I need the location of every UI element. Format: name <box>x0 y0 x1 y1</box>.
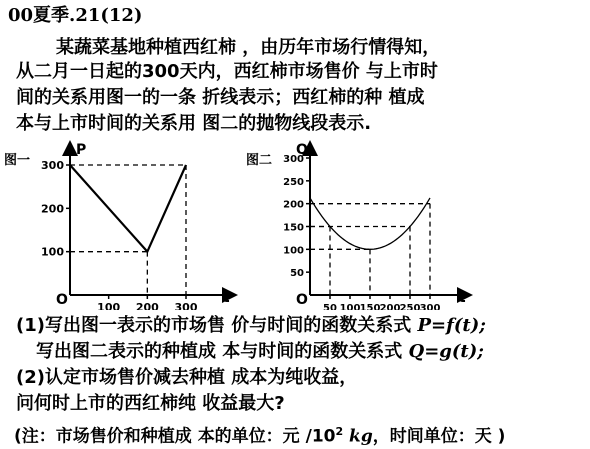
note-exponent: 2 <box>335 425 344 438</box>
q1-line1-text: (1)写出图一表示的市场售 价与时间的函数关系式 <box>16 315 418 336</box>
fig2-x-tick-label: 250 <box>399 303 421 310</box>
fig1-origin: O <box>56 292 68 308</box>
problem-line-2: 从二月一日起的300天内，西红柿市场售价 与上市时 <box>16 61 438 82</box>
fig2-xlabel: t <box>458 287 466 306</box>
q1-line2-text: 写出图二表示的种植成 本与时间的函数关系式 <box>36 341 409 362</box>
note-unit: kg <box>343 426 373 447</box>
figure-2-cost-chart <box>240 140 480 310</box>
fig2-x-tick-label: 50 <box>323 303 337 310</box>
fig2-x-tick-label: 150 <box>359 303 381 310</box>
fig2-origin: O <box>296 292 308 308</box>
fig2-y-tick-label: 200 <box>283 199 304 211</box>
fig2-y-tick-label: 300 <box>283 154 304 165</box>
fig2-y-tick-label: 50 <box>290 268 304 280</box>
fig1-panel-label: 图一 <box>4 153 31 168</box>
fig2-series-line <box>310 198 430 249</box>
fig1-x-tick-label: 100 <box>97 301 121 310</box>
problem-line-3: 间的关系用图一的一条 折线表示；西红柿的种 植成 <box>16 87 425 108</box>
fig1-x-tick-label: 300 <box>174 301 198 310</box>
fig1-xlabel: t <box>222 287 230 306</box>
note-prefix: (注：市场售价和种植成 本的单位：元 /10 <box>14 426 336 447</box>
fig2-y-tick-label: 100 <box>283 245 304 257</box>
q1-formula-q: Q=g(t); <box>408 341 484 362</box>
units-note <box>14 422 505 447</box>
fig2-x-tick-label: 200 <box>379 303 401 310</box>
question-2-line-1: (2)认定市场售价减去种植 成本为纯收益， <box>16 367 358 388</box>
fig1-y-tick-label: 100 <box>41 245 64 259</box>
note-suffix: ，时间单位：天 ) <box>372 426 506 447</box>
fig2-y-tick-label: 250 <box>283 176 304 188</box>
fig2-ylabel: Q <box>296 142 308 158</box>
fig1-y-tick-label: 300 <box>41 159 64 172</box>
problem-source: 00夏季.21(12) <box>8 5 143 26</box>
fig1-y-tick-label: 200 <box>41 202 64 216</box>
fig2-x-tick-label: 100 <box>339 303 361 310</box>
fig1-series-line <box>70 165 186 252</box>
fig2-panel-label: 图二 <box>246 153 273 168</box>
question-1-line-1 <box>16 316 486 336</box>
problem-line-1: 某蔬菜基地种植西红柿 ，由历年市场行情得知， <box>56 37 441 58</box>
question-2-line-2: 问何时上市的西红柿纯 收益最大? <box>16 393 285 414</box>
fig1-ylabel: P <box>76 142 87 158</box>
fig1-x-tick-label: 200 <box>135 301 159 310</box>
figure-1-price-chart <box>0 140 240 310</box>
q1-formula-p: P=f(t); <box>417 315 486 336</box>
problem-line-4: 本与上市时间的关系用 图二的抛物线段表示. <box>16 113 372 134</box>
fig2-y-tick-label: 150 <box>283 222 304 234</box>
fig2-x-tick-label: 300 <box>419 303 441 310</box>
question-1-line-2 <box>36 342 484 362</box>
